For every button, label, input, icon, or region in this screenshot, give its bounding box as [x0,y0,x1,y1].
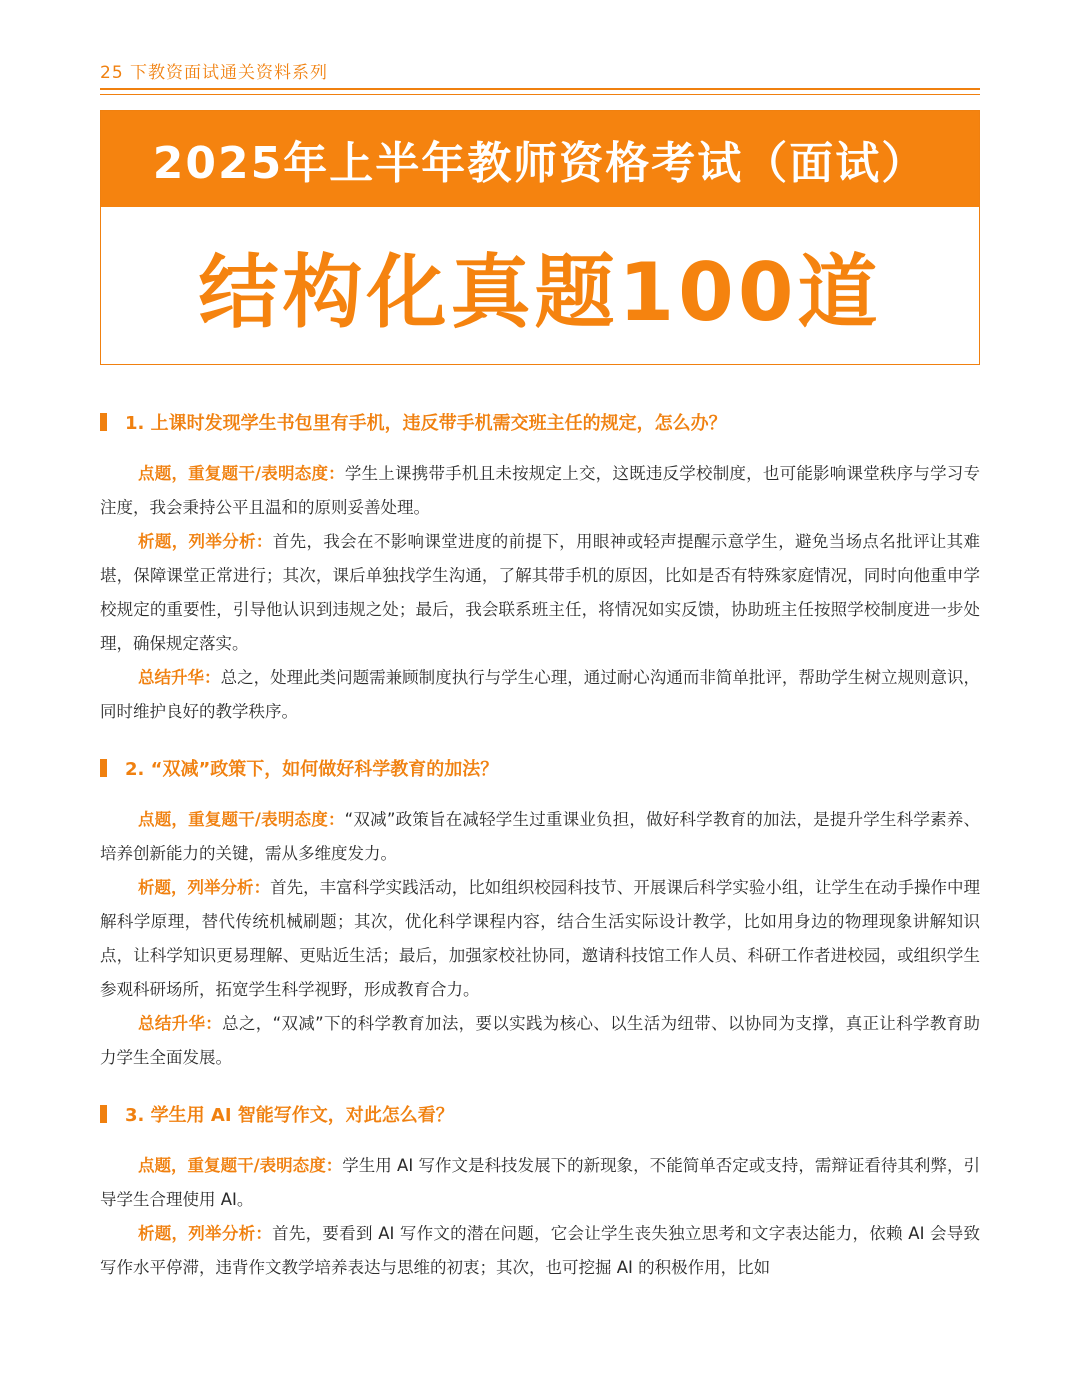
bullet-bar-icon [100,1105,107,1123]
paragraph [100,1217,980,1285]
bullet-bar-icon [100,759,107,777]
section-label: 点题，重复题干/表明态度： [138,1156,343,1175]
header-rule-thin [100,94,980,95]
main-title: 结构化真题100道 [198,245,882,339]
paragraph [100,1007,980,1075]
question-title [100,1097,980,1131]
bullet-bar-icon [100,413,107,431]
header-rule [100,88,980,90]
section-label: 总结升华： [138,668,221,687]
section-text: 首先，丰富科学实践活动，比如组织校园科技节、开展课后科学实验小组，让学生在动手操作中理解科学原理，替代传统机械刷题；其次，优化科学课程内容，结合生活实际设计教学，比如用身边的物理现象讲解知识点，让科学知识更易理解、更贴近生活；最后，加强家校社协同，邀请科技馆工作人员、科研工作者进校园，或组织学生参观科研场所，拓宽学生科学视野，形成教育合力。 [100,878,981,999]
section-label: 析题，列举分析： [138,1224,273,1243]
question-title-text: 1. 上课时发现学生书包里有手机，违反带手机需交班主任的规定，怎么办？ [125,413,727,434]
section-text: 总之，“双减”下的科学教育加法，要以实践为核心、以生活为纽带、以协同为支撑，真正让科学教育助力学生全面发展。 [100,1014,980,1067]
section-text: 首先，要看到 AI 写作文的潜在问题，它会让学生丧失独立思考和文字表达能力，依赖 AI 会导致写作水平停滞，违背作文教学培养表达与思维的初衷；其次，也可挖掘 AI 的积极作用，比如 [100,1224,981,1277]
paragraph [100,661,980,729]
section-text: 学生上课携带手机且未按规定上交，这既违反学校制度，也可能影响课堂秩序与学习专注度，我会秉持公平且温和的原则妥善处理。 [100,464,981,517]
section-text: 总之，处理此类问题需兼顾制度执行与学生心理，通过耐心沟通而非简单批评，帮助学生树立规则意识，同时维护良好的教学秩序。 [100,668,981,721]
question-3 [100,1097,980,1285]
question-1 [100,405,980,729]
question-2 [100,751,980,1075]
section-label: 析题，列举分析： [138,532,273,551]
section-label: 点题，重复题干/表明态度： [138,464,345,483]
section-label: 析题，列举分析： [138,878,271,897]
series-label: 25 下教资面试通关资料系列 [100,63,329,83]
paragraph [100,457,980,525]
questions-content [100,405,980,1307]
paragraph [100,1149,980,1217]
section-text: “双减”政策旨在减轻学生过重课业负担，做好科学教育的加法，是提升学生科学素养、培养创新能力的关键，需从多维度发力。 [100,810,980,863]
paragraph [100,525,980,661]
title-box [100,110,980,365]
title-band: 2025年上半年教师资格考试（面试） [101,111,979,207]
section-label: 点题，重复题干/表明态度： [138,810,345,829]
paragraph [100,803,980,871]
question-title-text: 2. “双减”政策下，如何做好科学教育的加法？ [125,759,499,780]
paragraph [100,871,980,1007]
section-text: 学生用 AI 写作文是科技发展下的新现象，不能简单否定或支持，需辩证看待其利弊，引导学生合理使用 AI。 [100,1156,980,1209]
section-text: 首先，我会在不影响课堂进度的前提下，用眼神或轻声提醒示意学生，避免当场点名批评让其难堪，保障课堂正常进行；其次，课后单独找学生沟通，了解其带手机的原因，比如是否有特殊家庭情况，同时向他重申学校规定的重要性，引导他认识到违规之处；最后，我会联系班主任，将情况如实反馈，协助班主任按照学校制度进一步处理，确保规定落实。 [100,532,981,653]
question-title-text: 3. 学生用 AI 智能写作文，对此怎么看？ [125,1105,454,1126]
section-label: 总结升华： [138,1014,223,1033]
question-title [100,405,980,439]
question-title [100,751,980,785]
